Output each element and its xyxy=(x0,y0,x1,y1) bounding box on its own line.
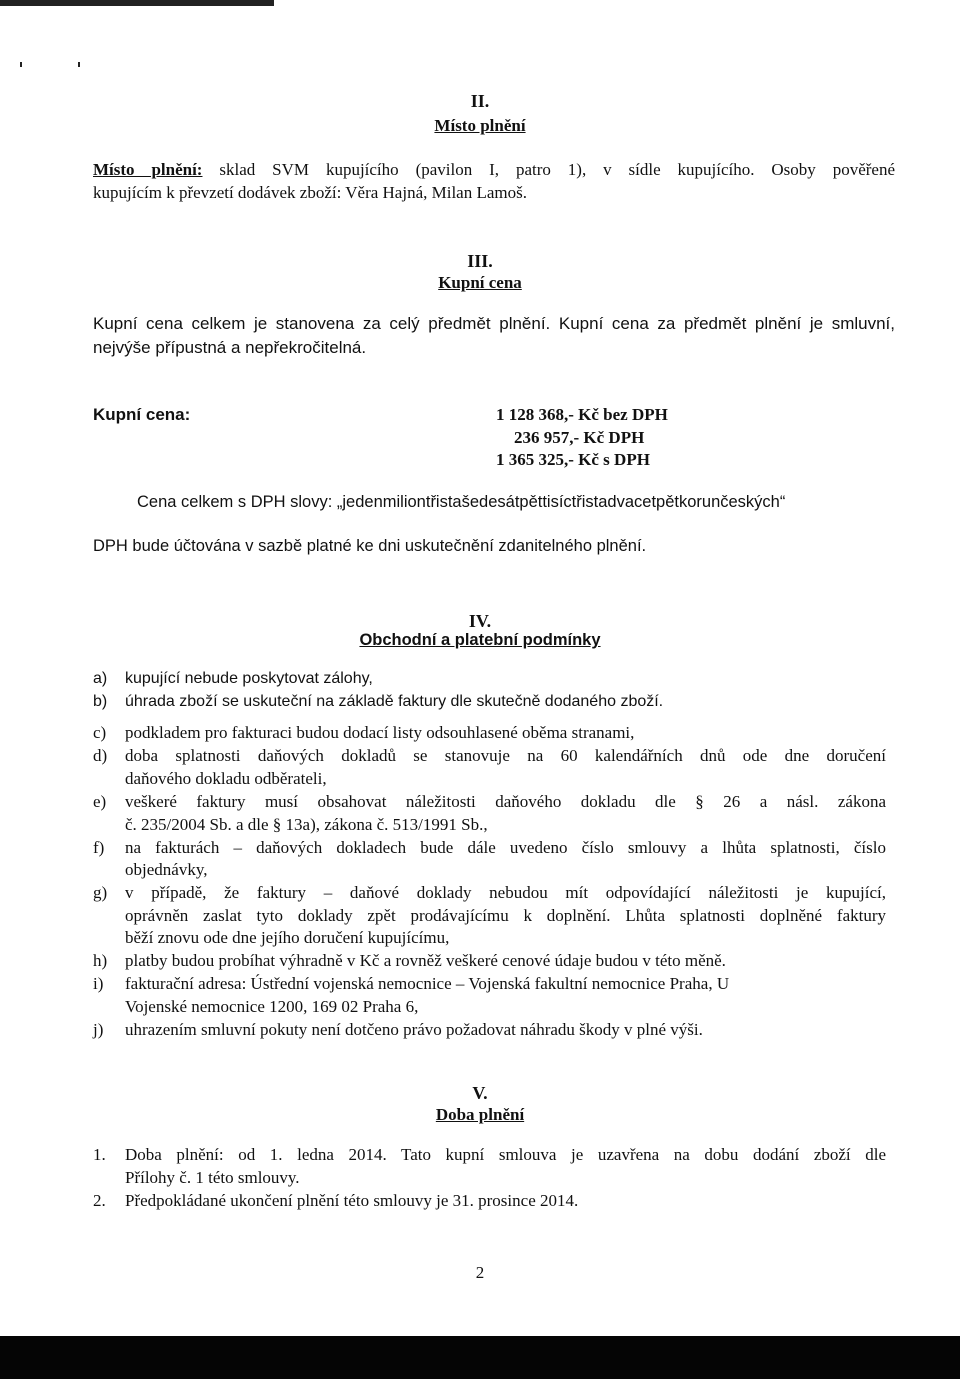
scan-bottom-band xyxy=(0,1336,960,1379)
price-in-words: Cena celkem s DPH slovy: „jedenmiliontřistašedesátpěttisíctřistadvacetpětkorunčeských“ xyxy=(137,493,786,511)
item-b-line: úhrada zboží se uskuteční na základě faktury dle skutečně dodaného zboží. xyxy=(125,693,664,710)
item-d-line-2: daňového dokladu odběrateli, xyxy=(125,769,327,788)
item-f-label: f) xyxy=(93,838,105,857)
section-2-line-1 xyxy=(93,159,895,181)
scan-speck xyxy=(20,62,22,67)
item-f-line-2: objednávky, xyxy=(125,860,208,879)
item-f-line-1: na fakturách – daňových dokladech bude dále uvedeno číslo smlouvy a lhůta splatnosti, číslo xyxy=(125,838,886,857)
item-c-label: c) xyxy=(93,723,107,742)
section-4-number: IV. xyxy=(468,611,492,631)
item-e-label: e) xyxy=(93,792,107,811)
item-i-line-2: Vojenské nemocnice 1200, 169 02 Praha 6, xyxy=(125,997,419,1016)
item-h-label: h) xyxy=(93,951,108,970)
price-total: 1 365 325,- Kč s DPH xyxy=(496,450,650,469)
item-g-line-3: běží znovu ode dne jejího doručení kupujícímu, xyxy=(125,928,450,947)
section-3-line-2: nejvýše přípustná a nepřekročitelná. xyxy=(93,338,367,357)
item-g-label: g) xyxy=(93,883,108,902)
item-a-line: kupující nebude poskytovat zálohy, xyxy=(125,670,373,687)
term-1-label: 1. xyxy=(93,1145,106,1164)
item-e-line-1: veškeré faktury musí obsahovat náležitosti daňového dokladu dle § 26 a násl. zákona xyxy=(125,792,886,811)
item-d-label: d) xyxy=(93,746,108,765)
term-2-line: Předpokládané ukončení plnění této smlouvy je 31. prosince 2014. xyxy=(125,1191,579,1210)
item-g-line-1: v případě, že faktury – daňové doklady nebudou mít odpovídající náležitosti je kupující, xyxy=(125,883,886,902)
item-j-line: uhrazením smluvní pokuty není dotčeno právo požadovat náhradu škody v plné výši. xyxy=(125,1020,703,1039)
section-3-line-1: Kupní cena celkem je stanovena za celý předmět plnění. Kupní cena za předmět plnění je smluvní, xyxy=(93,314,895,333)
item-i-label: i) xyxy=(93,974,104,993)
place-label: Místo plnění: xyxy=(93,160,203,179)
price-vat: 236 957,- Kč DPH xyxy=(514,428,645,447)
page-number: 2 xyxy=(475,1263,485,1282)
term-2-label: 2. xyxy=(93,1191,106,1210)
top-rule xyxy=(0,0,274,6)
section-5-number: V. xyxy=(472,1083,488,1103)
section-2-line-2: kupujícím k převzetí dodávek zboží: Věra Hajná, Milan Lamoš. xyxy=(93,183,527,202)
vat-note: DPH bude účtována v sazbě platné ke dni uskutečnění zdanitelného plnění. xyxy=(93,537,647,555)
scan-speck xyxy=(78,62,80,67)
item-d-line-1: doba splatnosti daňových dokladů se stanovuje na 60 kalendářních dnů ode dne doručení xyxy=(125,746,886,765)
section-2-number: II. xyxy=(470,91,490,111)
section-4-title: Obchodní a platební podmínky xyxy=(359,631,601,649)
term-1-line-2: Přílohy č. 1 této smlouvy. xyxy=(125,1168,300,1187)
item-a-label: a) xyxy=(93,670,108,687)
item-h-line: platby budou probíhat výhradně v Kč a rovněž veškeré cenové údaje budou v této měně. xyxy=(125,951,726,970)
section-5-title: Doba plnění xyxy=(435,1105,525,1124)
item-g-line-2: oprávněn zaslat tyto doklady zpět prodávajícímu k doplnění. Lhůta splatnosti doplněné faktury xyxy=(125,906,886,925)
place-text: sklad SVM kupujícího (pavilon I, patro 1), v sídle kupujícího. Osoby pověřené xyxy=(202,160,896,179)
item-b-label: b) xyxy=(93,693,108,710)
item-e-line-2: č. 235/2004 Sb. a dle § 13a), zákona č. 513/1991 Sb., xyxy=(125,815,488,834)
section-3-title: Kupní cena xyxy=(438,273,522,292)
price-net: 1 128 368,- Kč bez DPH xyxy=(496,405,668,424)
section-3-number: III. xyxy=(467,251,493,271)
item-c-line: podkladem pro fakturaci budou dodací listy odsouhlasené oběma stranami, xyxy=(125,723,635,742)
item-i-line-1: fakturační adresa: Ústřední vojenská nemocnice – Vojenská fakultní nemocnice Praha, U xyxy=(125,974,730,993)
item-j-label: j) xyxy=(93,1020,104,1039)
term-1-line-1: Doba plnění: od 1. ledna 2014. Tato kupní smlouva je uzavřena na dobu dodání zboží dle xyxy=(125,1145,886,1164)
price-label: Kupní cena: xyxy=(93,405,191,424)
section-2-title: Místo plnění xyxy=(434,116,526,135)
